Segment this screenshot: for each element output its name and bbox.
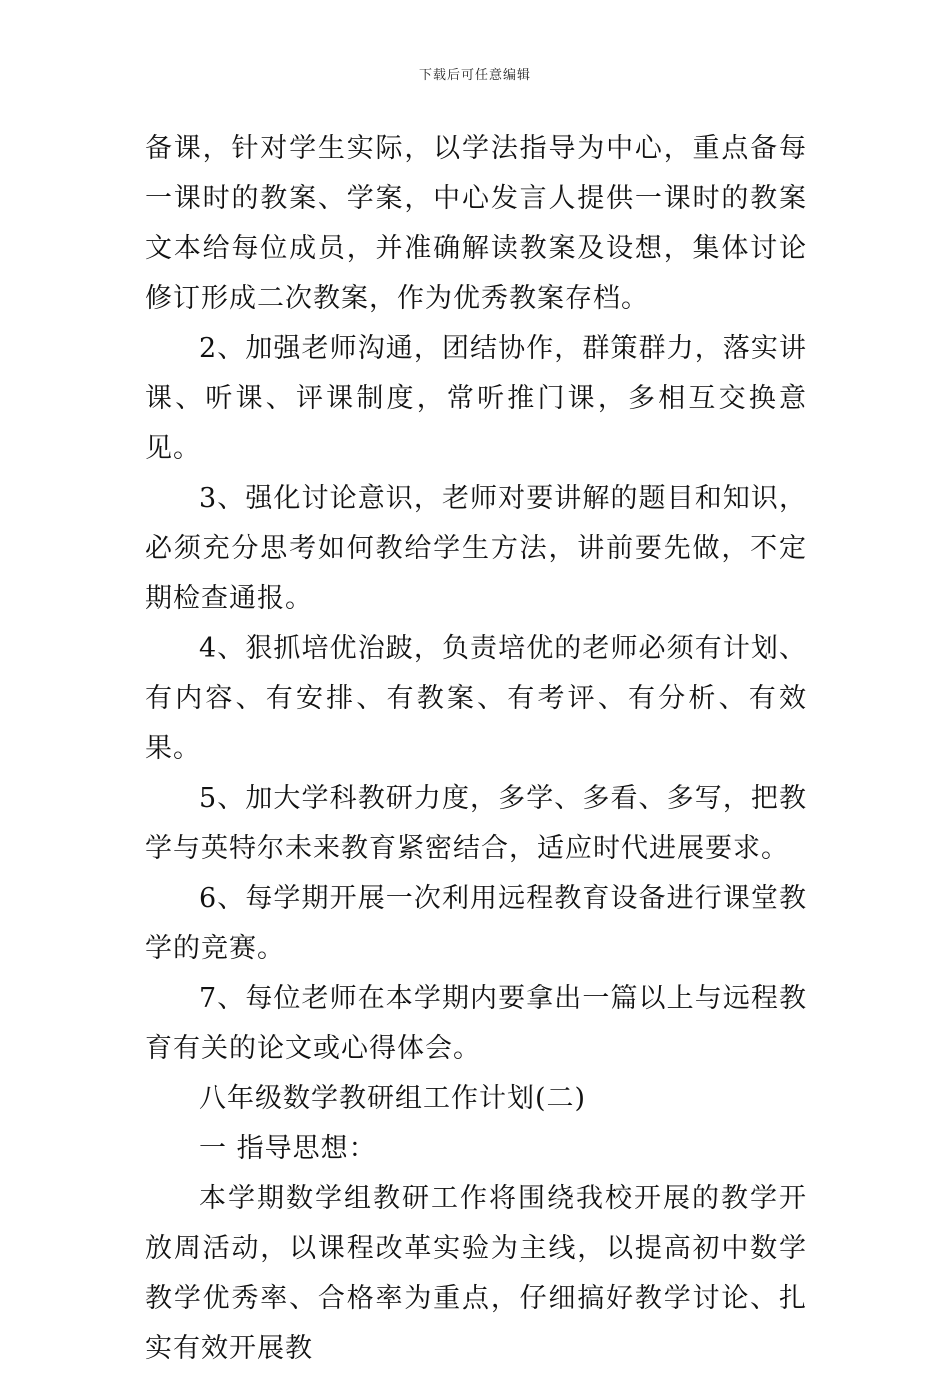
document-body [145, 124, 807, 1374]
paragraph-6: 6、每学期开展一次利用远程教育设备进行课堂教学的竞赛。 [145, 883, 807, 964]
paragraph-5: 5、加大学科教研力度，多学、多看、多写，把教学与英特尔未来教育紧密结合，适应时代进展要求。 [145, 783, 807, 864]
paragraph-1: 备课，针对学生实际，以学法指导为中心，重点备每一课时的教案、学案，中心发言人提供一课时的教案文本给每位成员，并准确解读教案及设想，集体讨论修订形成二次教案，作为优秀教案存档。 [145, 133, 807, 314]
paragraph-2: 2、加强老师沟通，团结协作，群策群力，落实讲课、听课、评课制度，常听推门课，多相互交换意见。 [145, 333, 807, 464]
subsection-heading: 一 指导思想： [199, 1133, 377, 1164]
section-title: 八年级数学教研组工作计划(二) [199, 1083, 587, 1114]
paragraph-8: 本学期数学组教研工作将围绕我校开展的教学开放周活动，以课程改革实验为主线，以提高初中数学教学优秀率、合格率为重点，仔细搞好教学讨论、扎实有效开展教 [145, 1183, 807, 1364]
paragraph-4: 4、狠抓培优治跛，负责培优的老师必须有计划、有内容、有安排、有教案、有考评、有分析、有效果。 [145, 633, 807, 764]
page-header: 下载后可任意编辑 [418, 68, 531, 83]
paragraph-7: 7、每位老师在本学期内要拿出一篇以上与远程教育有关的论文或心得体会。 [145, 983, 807, 1064]
paragraph-3: 3、强化讨论意识，老师对要讲解的题目和知识，必须充分思考如何教给学生方法，讲前要先做，不定期检查通报。 [145, 483, 807, 614]
